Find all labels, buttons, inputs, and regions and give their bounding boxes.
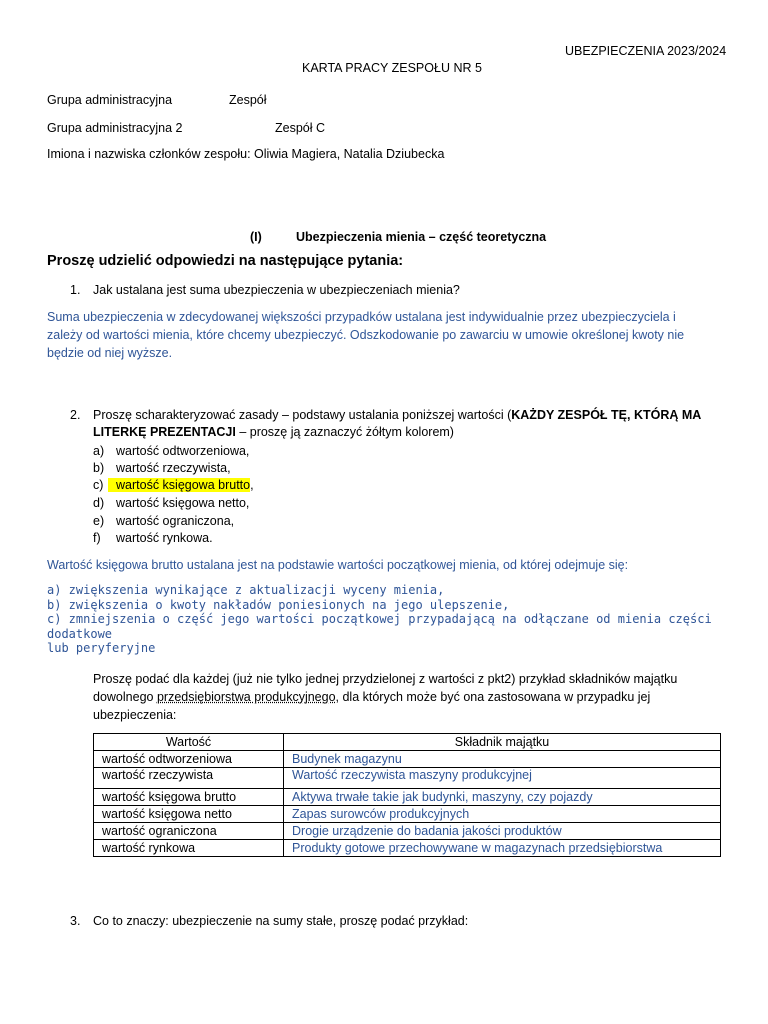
option-letter: f) [93, 531, 101, 545]
q2-answer-points [47, 583, 768, 656]
instruction-heading: Proszę udzielić odpowiedzi na następujące pytania: [47, 253, 404, 269]
group-label-1: Grupa administracyjna [47, 93, 173, 107]
table-row [94, 823, 721, 840]
list-item-highlighted [93, 477, 254, 494]
table-cell-value: wartość księgowa brutto [94, 789, 284, 806]
q1-answer-line: zależy od wartości mienia, które chcemy ubezpieczyć. Odszkodowanie po zawarciu w umowie określonej kwoty nie [47, 328, 685, 342]
list-item [93, 530, 213, 547]
option-text: wartość rzeczywista, [116, 461, 231, 475]
option-letter: b) [93, 461, 105, 475]
table-cell-value: wartość rzeczywista [94, 768, 284, 789]
table-cell-value: wartość odtworzeniowa [94, 751, 284, 768]
table-cell-asset: Zapas surowców produkcyjnych [284, 806, 721, 823]
table-intro-line [93, 688, 677, 706]
table-intro-line: Proszę podać dla każdej (już nie tylko jednej przydzielonej z wartości z pkt2) przykład składników majątku [93, 672, 678, 686]
table-row [94, 840, 721, 857]
q1-answer [47, 308, 684, 362]
q2-text-part: – proszę ją zaznaczyć żółtym kolorem) [235, 425, 454, 439]
page-title: KARTA PRACY ZESPOŁU NR 5 [302, 61, 482, 75]
q1-text: Jak ustalana jest suma ubezpieczenia w ubezpieczeniach mienia? [93, 283, 460, 297]
option-text: wartość odtworzeniowa, [116, 444, 250, 458]
table-row [94, 789, 721, 806]
table-intro [93, 670, 677, 724]
option-letter: d) [93, 496, 105, 510]
list-item [93, 443, 249, 460]
q2-text-emphasis: KAŻDY ZESPÓŁ TĘ, KTÓRĄ MA [511, 408, 702, 422]
option-text: wartość ograniczona, [116, 514, 235, 528]
table-row [94, 806, 721, 823]
table-header-cell: Wartość [94, 734, 284, 751]
q2-text-part: Proszę scharakteryzować zasady – podstawy ustalania poniższej wartości ( [93, 408, 512, 422]
table-cell-asset: Budynek magazynu [284, 751, 721, 768]
q2-text-line2 [93, 425, 454, 439]
option-text: wartość rynkowa. [116, 531, 213, 545]
table-cell-value: wartość rynkowa [94, 840, 284, 857]
option-letter: a) [93, 444, 105, 458]
q2-text-emphasis: LITERKĘ PREZENTACJI [93, 425, 236, 439]
q3-text: Co to znaczy: ubezpieczenie na sumy stałe, proszę podać przykład: [93, 914, 469, 928]
table-row [94, 751, 721, 768]
answer-point: lub peryferyjne [47, 641, 156, 655]
group-label-2: Grupa administracyjna 2 [47, 121, 183, 135]
answer-point: c) zmniejszenia o część jego wartości początkowej przypadającą na odłączane od mienia części dodatkowe [47, 612, 712, 641]
table-intro-underlined: przedsiębiorstwa produkcyjnego [156, 690, 336, 704]
table-intro-part: , dla których może być ona zastosowana w przypadku jej [335, 690, 651, 704]
course-header: UBEZPIECZENIA 2023/2024 [565, 44, 727, 58]
team-label-1: Zespół [229, 93, 267, 107]
option-letter: e) [93, 514, 105, 528]
team-members: Imiona i nazwiska członków zespołu: Oliwia Magiera, Natalia Dziubecka [47, 147, 445, 161]
list-item [93, 460, 231, 477]
q1-answer-line: Suma ubezpieczenia w zdecydowanej większości przypadków ustalana jest indywidualnie przez ubezpieczyciela i [47, 310, 676, 324]
table-cell-asset: Drogie urządzenie do badania jakości produktów [284, 823, 721, 840]
option-letter: c) [93, 478, 104, 492]
q2-text-line1 [93, 408, 701, 422]
q2-number: 2. [70, 408, 81, 422]
table-header-row [94, 734, 721, 751]
answer-point: b) zwiększenia o kwoty nakładów poniesionych na jego ulepszenie, [47, 597, 510, 612]
list-item [93, 513, 234, 530]
section-number: (I) [250, 230, 262, 244]
table-cell-asset: Produkty gotowe przechowywane w magazynach przedsiębiorstwa [284, 840, 721, 857]
q2-answer-intro: Wartość księgowa brutto ustalana jest na podstawie wartości początkowej mienia, od której odejmuje się: [47, 558, 629, 572]
option-suffix: , [250, 478, 254, 492]
option-text-highlighted: wartość księgowa brutto [108, 478, 250, 492]
table-header-cell: Składnik majątku [284, 734, 721, 751]
table-intro-part: dowolnego [93, 690, 157, 704]
list-item [93, 495, 249, 512]
option-text: wartość księgowa netto, [116, 496, 250, 510]
team-label-2: Zespół C [275, 121, 326, 135]
q3-number: 3. [70, 914, 81, 928]
table-cell-asset: Aktywa trwałe takie jak budynki, maszyny, czy pojazdy [284, 789, 721, 806]
table-intro-line: ubezpieczenia: [93, 708, 177, 722]
table-cell-value: wartość księgowa netto [94, 806, 284, 823]
answer-point: a) zwiększenia wynikające z aktualizacji wyceny mienia, [47, 583, 445, 597]
table-cell-asset: Wartość rzeczywista maszyny produkcyjnej [284, 768, 721, 789]
asset-table [93, 733, 721, 857]
q1-answer-line: będzie od niej wyższe. [47, 346, 173, 360]
table-row [94, 768, 721, 789]
section-title: Ubezpieczenia mienia – część teoretyczna [296, 230, 547, 244]
table-cell-value: wartość ograniczona [94, 823, 284, 840]
q1-number: 1. [70, 283, 81, 297]
